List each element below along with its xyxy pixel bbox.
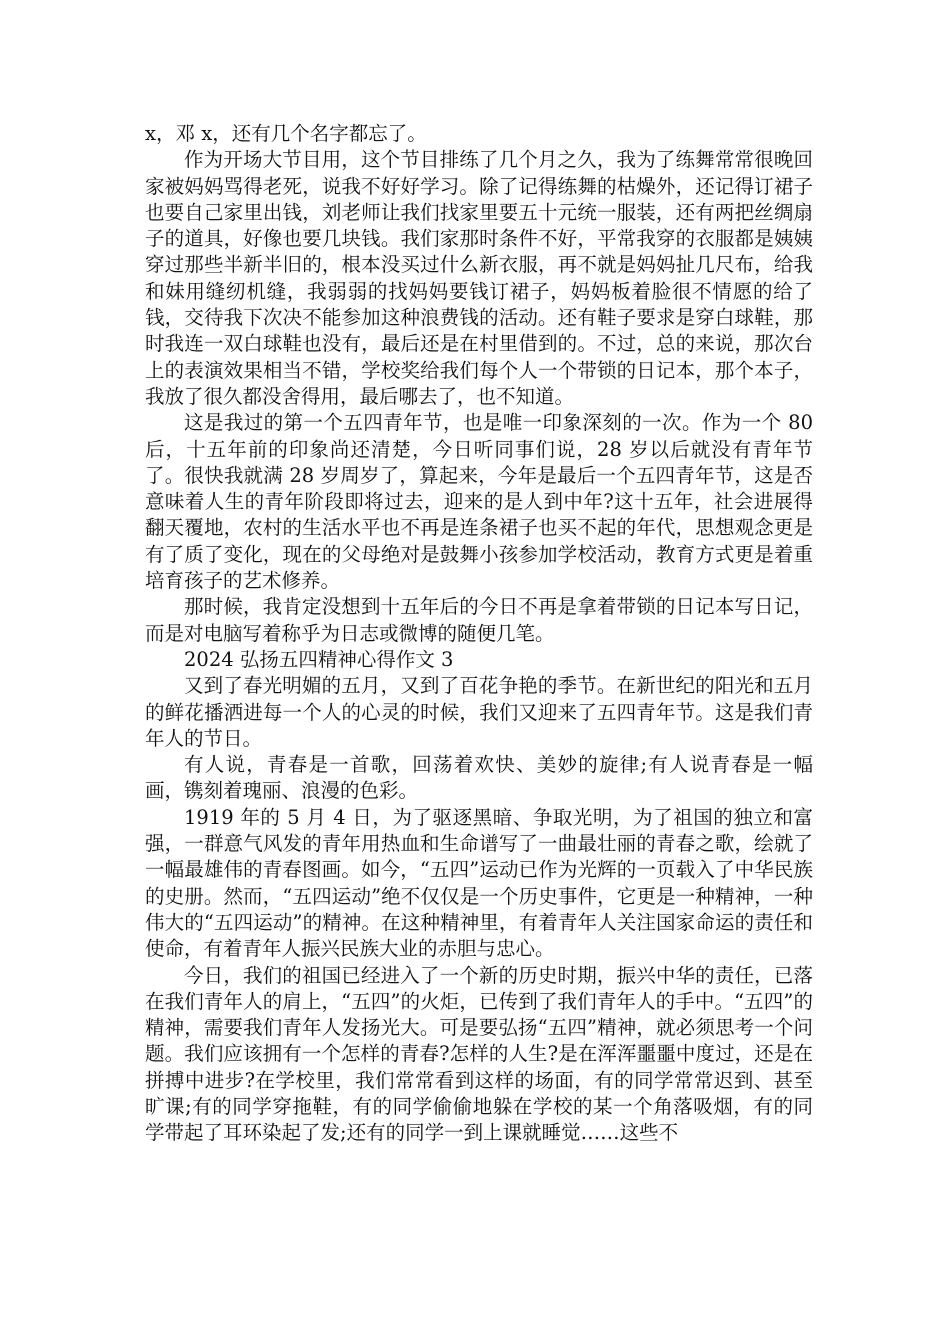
paragraph-today: 今日，我们的祖国已经进入了一个新的历史时期，振兴中华的责任，已落在我们青年人的肩上，“五四”的火炬，已传到了我们青年人的手中。“五四”的精神，需要我们青年人发扬光大。可是要弘扬“五四”精神，就必须思考一个问题。我们应该拥有一个怎样的青春?怎样的人生?是在浑浑噩噩中度过，还是在拼搏中进步?在学校里，我们常常看到这样的场面，有的同学常常迟到、甚至旷课;有的同学穿拖鞋，有的同学偷偷地躲在学校的某一个角落吸烟，有的同学带起了耳环染起了发;还有的同学一到上课就睡觉……这些不 — [145, 963, 813, 1145]
paragraph-may-fourth-history: 1919 年的 5 月 4 日，为了驱逐黑暗、争取光明，为了祖国的独立和富强，一群意气风发的青年用热血和生命谱写了一曲最壮丽的青春之歌，绘就了一幅最雄伟的青春图画。如今，“五四”运动已作为光辉的一页载入了中华民族的史册。然而，“五四运动”绝不仅仅是一个历史事件，它更是一种精神，一种伟大的“五四运动”的精神。在这种精神里，有着青年人关注国家命运的责任和使命，有着青年人振兴民族大业的赤胆与忠心。 — [145, 805, 813, 961]
paragraph-diary: 那时候，我肯定没想到十五年后的今日不再是拿着带锁的日记本写日记，而是对电脑写着称乎为日志或微博的随便几笔。 — [145, 595, 813, 645]
paragraph-first-youth-day: 这是我过的第一个五四青年节，也是唯一印象深刻的一次。作为一个 80 后，十五年前的印象尚还清楚，今日听同事们说，28 岁以后就没有青年节了。很快我就满 28 岁周岁了，算起来，今年是最后一个五四青年节，这是否意味着人生的青年阶段即将过去，迎来的是人到中年?这十五年，社会进展得翻天覆地，农村的生活水平也不再是连条裙子也买不起的年代，思想观念更是有了质了变化，现在的父母绝对是鼓舞小孩参加学校活动，教育方式更是着重培育孩子的艺术修养。 — [145, 411, 813, 593]
section-heading: 2024 弘扬五四精神心得作文 3 — [184, 647, 454, 671]
paragraph-dance-rehearsal: 作为开场大节目用，这个节目排练了几个月之久，我为了练舞常常很晚回家被妈妈骂得老死，说我不好好学习。除了记得练舞的枯燥外，还记得订裙子也要自己家里出钱，刘老师让我们找家里要五十元统一服装，还有两把丝绸扇子的道具，好像也要几块钱。我们家那时条件不好，平常我穿的衣服都是姨姨穿过那些半新半旧的，根本没买过什么新衣服，再不就是妈妈扯几尺布，给我和妹用缝纫机缝，我弱弱的找妈妈要钱订裙子，妈妈板着脸很不情愿的给了钱，交待我下次决不能参加这种浪费钱的活动。还有鞋子要求是穿白球鞋，那时我连一双白球鞋也没有，最后还是在村里借到的。不过，总的来说，那次台上的表演效果相当不错，学校奖给我们每个人一个带锁的日记本，那个本子，我放了很久都没舍得用，最后哪去了，也不知道。 — [145, 148, 813, 408]
paragraph-may-spring: 又到了春光明媚的五月，又到了百花争艳的季节。在新世纪的阳光和五月的鲜花播洒进每一个人的心灵的时候，我们又迎来了五四青年节。这是我们青年人的节日。 — [145, 674, 813, 750]
document-page — [145, 121, 813, 1147]
paragraph-continuation: x，邓 x，还有几个名字都忘了。 — [145, 122, 427, 145]
paragraph-youth-song: 有人说，青春是一首歌，回荡着欢快、美妙的旋律;有人说青春是一幅画，镌刻着瑰丽、浪漫的色彩。 — [145, 753, 813, 803]
